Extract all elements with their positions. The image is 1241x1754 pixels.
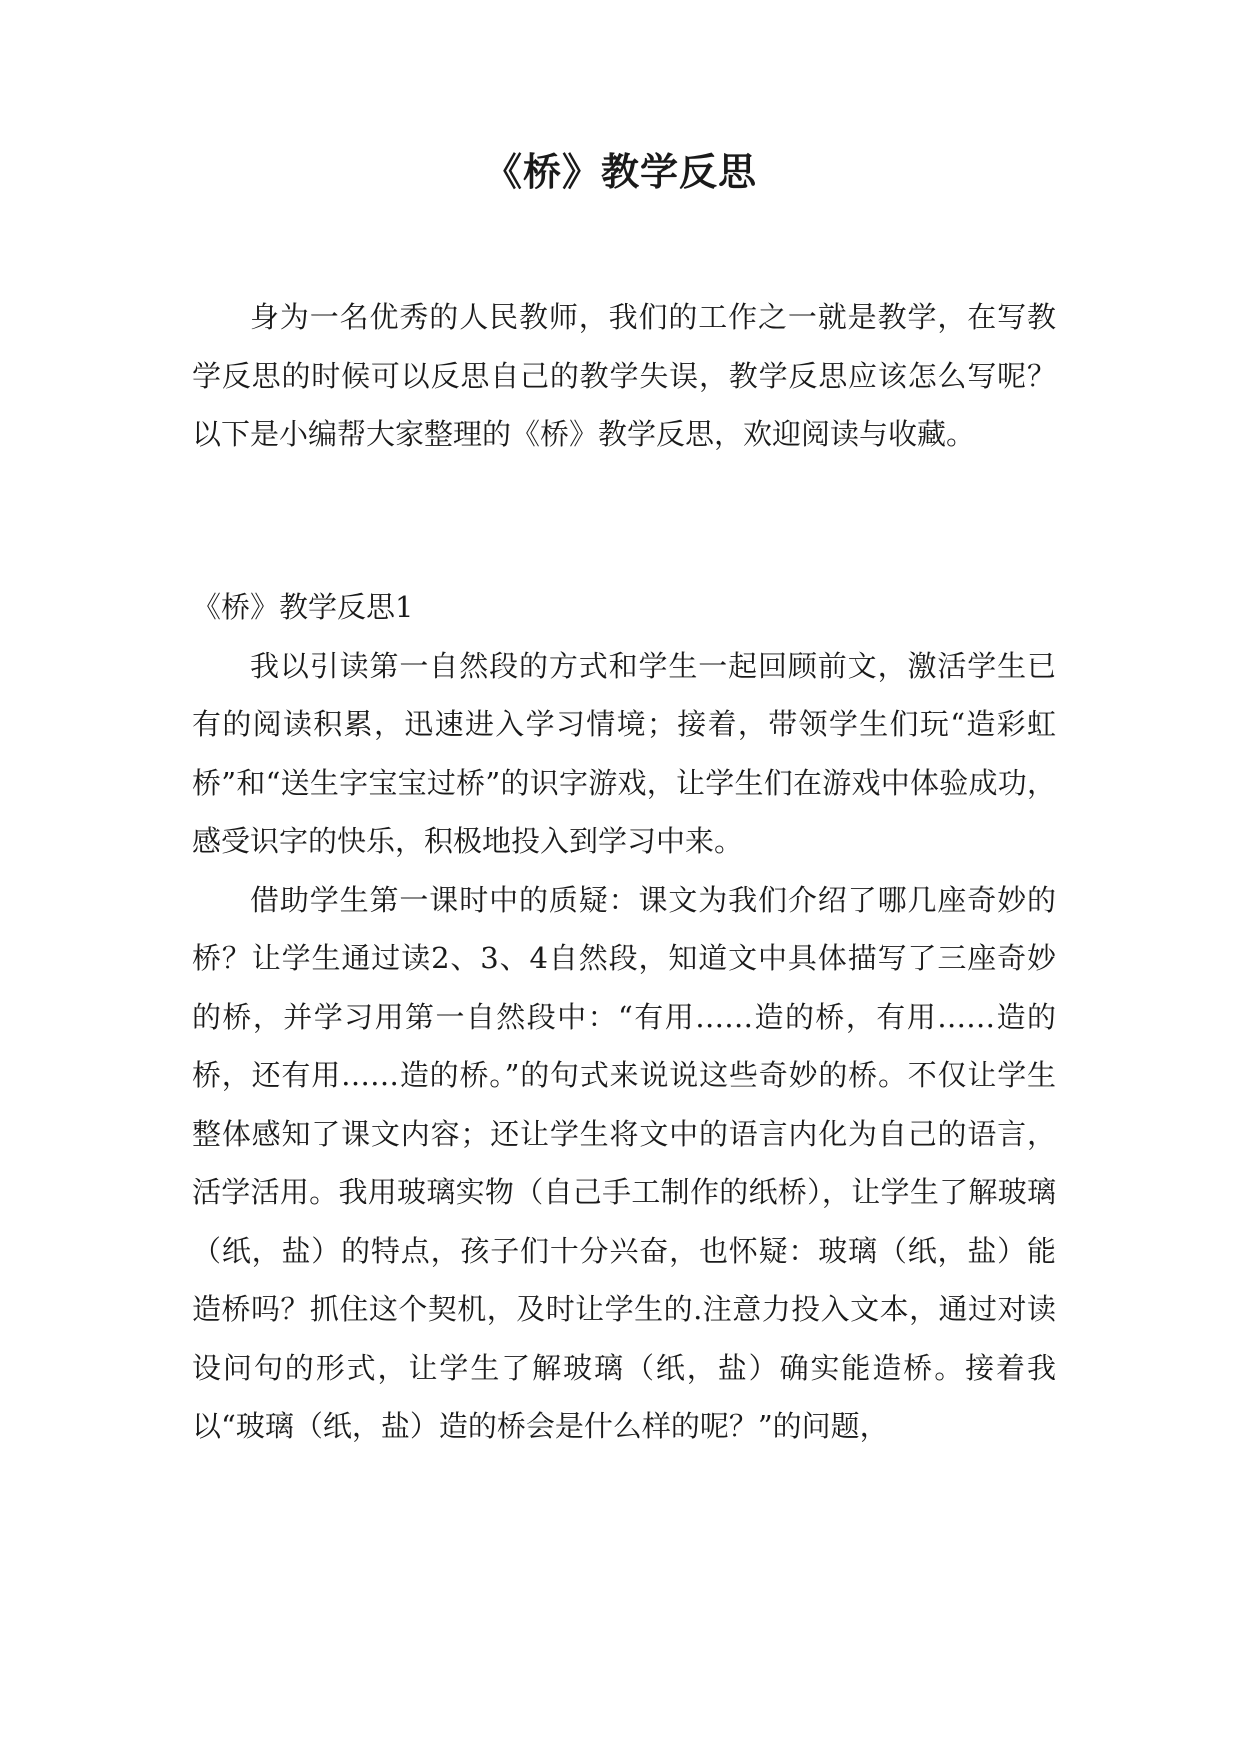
section-paragraph: 借助学生第一课时中的质疑：课文为我们介绍了哪几座奇妙的桥？让学生通过读2、3、4自然段，知道文中具体描写了三座奇妙的桥，并学习用第一自然段中：“有用……造的桥，有用……造的桥，还有用……造的桥。”的句式来说说这些奇妙的桥。不仅让学生整体感知了课文内容；还让学生将文中的语言内化为自己的语言，活学活用。我用玻璃实物（自己手工制作的纸桥），让学生了解玻璃（纸，盐）的特点，孩子们十分兴奋，也怀疑：玻璃（纸，盐）能造桥吗？抓住这个契机，及时让学生的.注意力投入文本，通过对读设问句的形式，让学生了解玻璃（纸，盐）确实能造桥。接着我以“玻璃（纸，盐）造的桥会是什么样的呢？”的问题， bbox=[192, 882, 1056, 1443]
document-title: 《桥》教学反思 bbox=[483, 150, 757, 194]
intro-paragraph: 身为一名优秀的人民教师，我们的工作之一就是教学，在写教学反思的时候可以反思自己的教学失误，教学反思应该怎么写呢？以下是小编帮大家整理的《桥》教学反思，欢迎阅读与收藏。 bbox=[192, 300, 1056, 451]
section-heading: 《桥》教学反思1 bbox=[192, 590, 414, 624]
section-1 bbox=[192, 578, 1056, 1456]
intro-block bbox=[192, 288, 1056, 464]
section-paragraph: 我以引读第一自然段的方式和学生一起回顾前文，激活学生已有的阅读积累，迅速进入学习情境；接着，带领学生们玩“造彩虹桥”和“送生字宝宝过桥”的识字游戏，让学生们在游戏中体验成功，感受识字的快乐，积极地投入到学习中来。 bbox=[192, 648, 1056, 858]
